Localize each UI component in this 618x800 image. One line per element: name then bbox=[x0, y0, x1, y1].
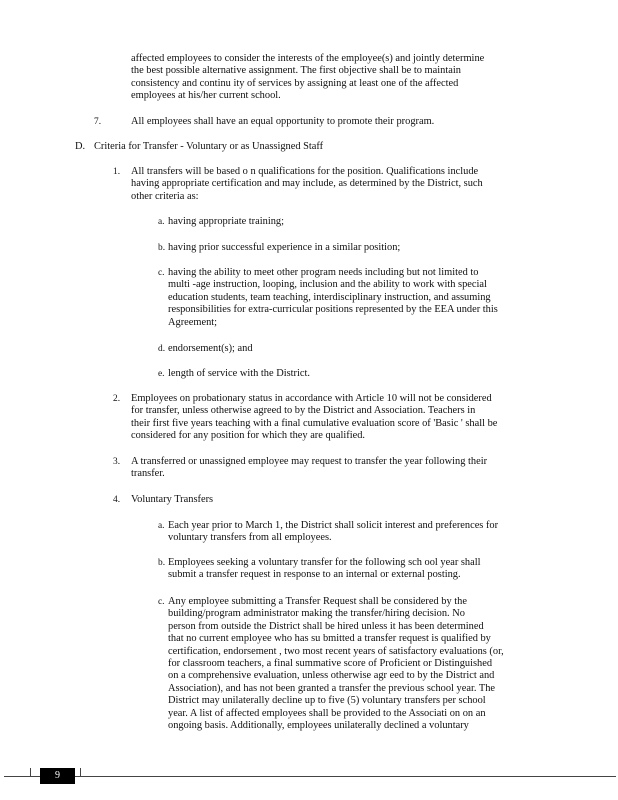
text-line: affected employees to consider the interests of the employee(s) and jointly determine bbox=[131, 53, 485, 64]
footer-rule bbox=[4, 776, 616, 777]
text-line: having prior successful experience in a similar position; bbox=[168, 242, 401, 253]
text-line: District may unilaterally decline up to five (5) voluntary transfers per school bbox=[168, 695, 486, 707]
text-line: Any employee submitting a Transfer Request shall be considered by the bbox=[168, 596, 467, 607]
subitem-b-marker: b. bbox=[158, 558, 166, 568]
subitem-b-text bbox=[168, 242, 400, 254]
text-line: consistency and continu ity of services by assigning at least one of the affected bbox=[131, 77, 459, 89]
item2-marker: 2. bbox=[113, 394, 121, 404]
item1-marker: 1. bbox=[113, 167, 121, 177]
text-line: multi -age instruction, looping, inclusion and the ability to work with special bbox=[168, 279, 487, 291]
text-line: endorsement(s); and bbox=[168, 343, 253, 354]
text-line: Each year prior to March 1, the District shall solicit interest and preferences for bbox=[168, 520, 499, 531]
item4-heading bbox=[131, 494, 213, 506]
text-line: Employees seeking a voluntary transfer for the following sch ool year shall bbox=[168, 557, 481, 568]
text-line: for classroom teachers, a final summative score of Proficient or Distinguished bbox=[168, 658, 493, 670]
text-line: having the ability to meet other program needs including but not limited to bbox=[168, 267, 479, 278]
subitem-c-marker: c. bbox=[158, 597, 165, 607]
intro-paragraph bbox=[131, 53, 484, 103]
text-line: having appropriate certification and may include, as determined by the District, such bbox=[131, 178, 483, 190]
subitem-e-marker: e. bbox=[158, 369, 165, 379]
item1-text bbox=[131, 166, 483, 203]
footer-tick-left bbox=[30, 768, 31, 777]
subitem-d-text bbox=[168, 343, 253, 355]
text-line: voluntary transfers from all employees. bbox=[168, 532, 332, 544]
subitem-a-text bbox=[168, 520, 498, 545]
item2-text bbox=[131, 393, 497, 443]
sectionD-marker: D. bbox=[75, 141, 86, 152]
text-line: year. A list of affected employees shall be provided to the Associati on on an bbox=[168, 707, 486, 719]
subitem-c-marker: c. bbox=[158, 268, 165, 278]
subitem-c-text bbox=[168, 596, 504, 732]
text-line: length of service with the District. bbox=[168, 368, 310, 379]
text-line: employees at his/her current school. bbox=[131, 90, 281, 102]
text-line: All employees shall have an equal opportunity to promote their program. bbox=[131, 116, 435, 127]
subitem-d-marker: d. bbox=[158, 344, 166, 354]
text-line: that no current employee who has su bmitted a transfer request is qualified by bbox=[168, 633, 491, 645]
text-line: on a comprehensive evaluation, unless otherwise agr eed to by the District and bbox=[168, 670, 495, 682]
text-line: transfer. bbox=[131, 468, 165, 480]
text-line: having appropriate training; bbox=[168, 216, 284, 227]
subitem-a-marker: a. bbox=[158, 217, 165, 227]
text-line: Employees on probationary status in accordance with Article 10 will not be considered bbox=[131, 393, 492, 404]
item4-marker: 4. bbox=[113, 495, 121, 505]
text-line: person from outside the District shall be hired unless it has been determined bbox=[168, 620, 484, 632]
item7-marker: 7. bbox=[94, 117, 102, 127]
subitem-b-marker: b. bbox=[158, 243, 166, 253]
subsection-heading: Voluntary Transfers bbox=[131, 494, 214, 505]
text-line: submit a transfer request in response to an internal or external posting. bbox=[168, 569, 461, 581]
text-line: ongoing basis. Additionally, employees unilaterally declined a voluntary bbox=[168, 720, 469, 732]
text-line: certification, endorsement , two most recent years of satisfactory evaluations (or, bbox=[168, 645, 504, 657]
subitem-e-text bbox=[168, 368, 310, 380]
subitem-a-marker: a. bbox=[158, 521, 165, 531]
text-line: Agreement; bbox=[168, 316, 218, 328]
text-line: All transfers will be based o n qualifications for the position. Qualifications include bbox=[131, 166, 479, 177]
text-line: for transfer, unless otherwise agreed to by the District and Association. Teachers in bbox=[131, 405, 476, 417]
text-line: their first five years teaching with a final cumulative evaluation score of 'Basic ' shall be bbox=[131, 417, 498, 429]
item3-text bbox=[131, 456, 487, 481]
sectionD-heading bbox=[94, 141, 323, 153]
text-line: other criteria as: bbox=[131, 190, 199, 202]
text-line: Association), and has not been granted a transfer the previous school year. The bbox=[168, 682, 496, 694]
text-line: the best possible alternative assignment. The first objective shall be to maintain bbox=[131, 65, 461, 77]
subitem-c-text bbox=[168, 267, 498, 329]
footer-tick-right bbox=[80, 768, 81, 777]
text-line: considered for any position for which they are qualified. bbox=[131, 430, 366, 442]
subitem-a-text bbox=[168, 216, 284, 228]
page-number: 9 bbox=[40, 768, 75, 784]
text-line: building/program administrator making the transfer/hiring decision. No bbox=[168, 608, 465, 620]
text-line: A transferred or unassigned employee may request to transfer the year following their bbox=[131, 456, 488, 467]
item7-text bbox=[131, 116, 434, 128]
item3-marker: 3. bbox=[113, 457, 121, 467]
section-heading: Criteria for Transfer - Voluntary or as Unassigned Staff bbox=[94, 141, 324, 152]
text-line: responsibilities for extra-curricular positions represented by the EEA under this bbox=[168, 304, 498, 316]
text-line: education students, team teaching, interdisciplinary instruction, and assuming bbox=[168, 291, 491, 303]
subitem-b-text bbox=[168, 557, 481, 582]
